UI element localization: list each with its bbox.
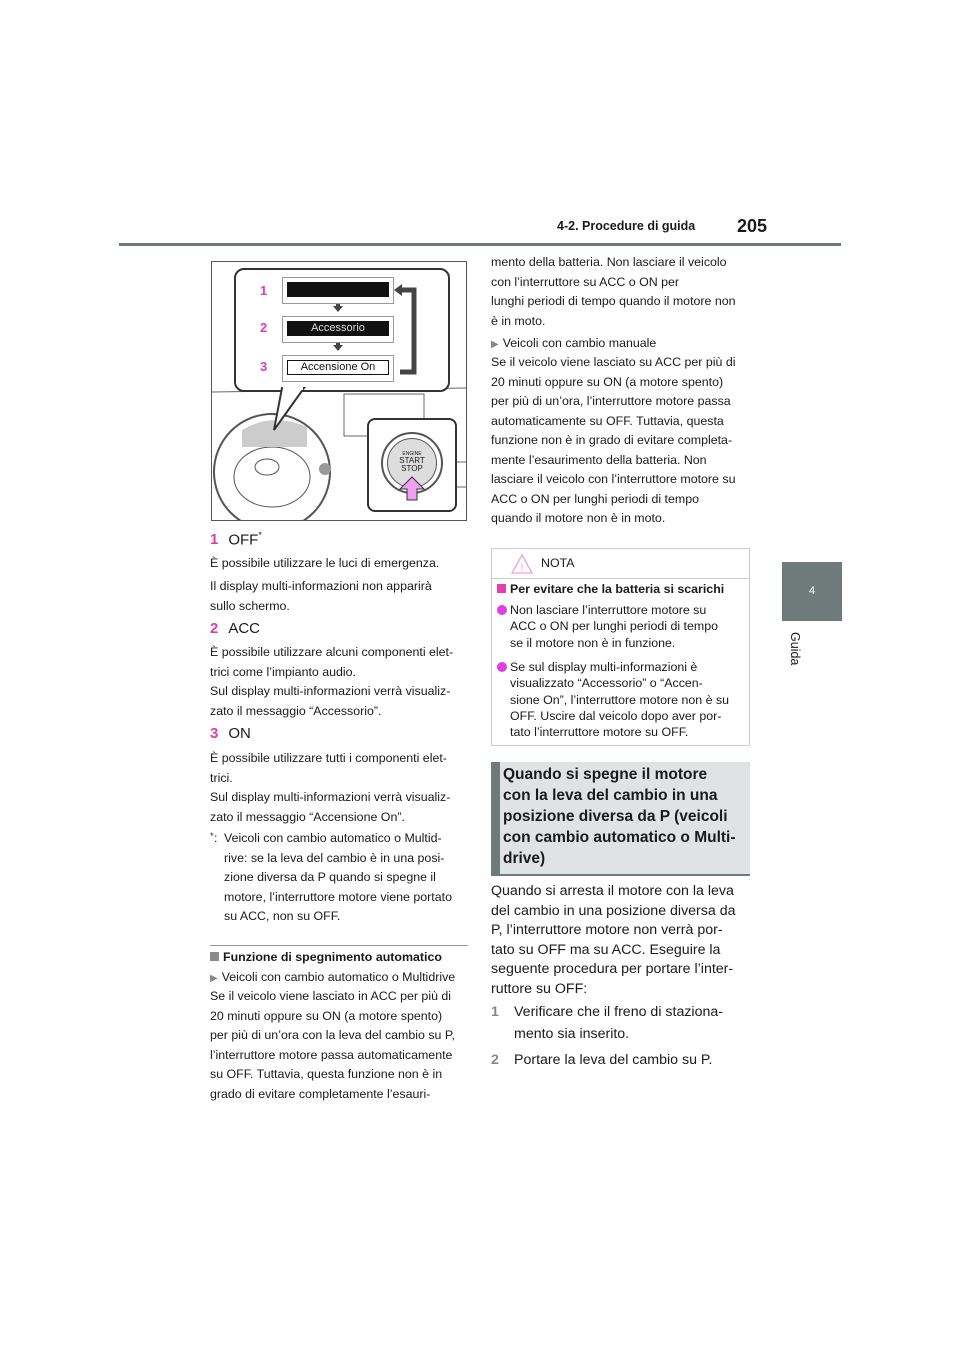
off-text-2: Il display multi-informazioni non apparirà sullo schermo. [210, 579, 432, 613]
nota-title: NOTA [541, 556, 575, 570]
auto-off-title: Funzione di spegnimento automatico [210, 950, 442, 964]
bullet-icon [497, 605, 507, 615]
divider [210, 945, 468, 946]
nota-item: Se sul display multi-informazioni è visualizzato “Accessorio” o “Accen- sione On”, l’interruttore motore non è su OFF. Uscire dal veicolo dopo aver por- tato l’interruttore motore su OFF. [497, 662, 729, 740]
on-text: È possibile utilizzare tutti i componenti elet- trici. Sul display multi-informazioni verrà visualiz- zato il messaggio “Accensione On”. [210, 751, 451, 824]
nota-heading: Per evitare che la batteria si scarichi [497, 582, 724, 596]
off-text: È possibile utilizzare le luci di emergenza. [210, 556, 440, 570]
square-bullet-icon [210, 952, 219, 961]
bullet-icon [497, 662, 507, 672]
nota-item: Non lasciare l’interruttore motore su ACC o ON per lunghi periodi di tempo se il motore non è in funzione. [497, 605, 718, 651]
chapter-tab[interactable]: 4 [782, 562, 842, 621]
manual-sub: ▶ Veicoli con cambio manuale [491, 336, 657, 350]
continued-text: mento della batteria. Non lasciare il veicolo con l’interruttore su ACC o ON per lunghi periodi di tempo quando il motore non è in moto. [491, 255, 736, 328]
item-off: 1 OFF* [210, 530, 262, 549]
intro-text: Quando si arresta il motore con la leva del cambio in una posizione diversa da P, l’interruttore motore non verrà por- tato su OFF ma su ACC. Eseguire la seguente procedura per portare l’inter- ruttore su OFF: [491, 883, 736, 997]
item-acc: 2 ACC [210, 620, 261, 637]
step-2: 2 Portare la leva del cambio su P. [491, 1052, 713, 1068]
manual-page: 4-2. Procedure di guida 205 4 Guida 1 2 3 Accessorio Accensione On ENGINE START STOP 1 OFF* È possibile utilizzare le luci di emergenza. Il display multi-informazioni non apparirà sullo schermo. 2 ACC È possibile utilizzare alcuni componenti elet- trici come l’impianto audio. Sul display multi-informazioni verrà visualiz- zato il messaggio “Accessorio”. 3 ON È possibile utilizzare tutti i componenti elet- trici. Sul display multi-informazioni verrà visualiz- zato il messaggio “Accensione On”. * : Veicoli con cambio automatico o Multid- rive: se la leva del cambio è in una posi- zione diversa da P quando si spegne il motore, l’interruttore motore viene portato su ACC, non su OFF. Funzione di spegnimento automatico ▶ Veicoli con cambio automatico o Multidrive Se il veicolo viene lasciato in ACC per più di 20 minuti oppure su ON (a motore spento) per più di un’ora con la leva del cambio su P, l’interruttore motore passa automaticamente su OFF. Tuttavia, questa funzione non è in grado di evitare completamente l’esauri- mento della batteria. Non lasciare il veicolo con l’interruttore su ACC o ON per lunghi periodi di tempo quando il motore non è in moto. ▶ Veicoli con cambio manuale Se il veicolo viene lasciato su ACC per più di 20 minuti oppure su ON (a motore spento) per più di un’ora, l’interruttore motore passa automaticamente su OFF. Tuttavia, questa funzione non è in grado di evitare completa- mente l’esaurimento della batteria. Non lasciare il veicolo con l’interruttore motore su ACC o ON per lunghi periodi di tempo quando il motore non è in moto. ! NOTA Per evitare che la batteria si scarichi Non lasciare l’interruttore motore su ACC o ON per lunghi periodi di tempo se il motore non è in funzione. Se sul display multi-informazioni è visualizzato “Accessorio” o “Accen- sione On”, l’interruttore motore non è su OFF. Uscire dal veicolo dopo aver por- tato l’interruttore motore su OFF. Quando si spegne il motore con la leva del cambio in una posizione diversa da P (veicoli con cambio automatico o Multi- drive) Quando si arresta il motore con la leva del cambio in una posizione diversa da P, l’interruttore motore non verrà por- tato su OFF ma su ACC. Eseguire la seguente procedura per portare l’inter- ruttore su OFF: 1 Verificare che il freno di staziona- mento sia inserito. 2 Portare la leva del cambio su P. [0, 0, 960, 1358]
button-callout [367, 418, 457, 512]
step-label-1: 1 [260, 283, 268, 298]
triangle-bullet-icon: ▶ [491, 339, 499, 350]
nota-box [491, 548, 750, 746]
auto-off-text: Se il veicolo viene lasciato in ACC per più di 20 minuti oppure su ON (a motore spento) per più di un’ora con la leva del cambio su P, l’interruttore motore passa automaticamente su OFF. Tuttavia, questa funzione non è in grado di evitare completamente l’esauri- [210, 989, 455, 1101]
section-header: 4-2. Procedure di guida [557, 219, 696, 233]
warning-icon [511, 554, 533, 574]
square-bullet-icon [497, 584, 506, 593]
step-label-2: 2 [260, 320, 268, 335]
section-title: Quando si spegne il motore con la leva del cambio in una posizione diversa da P (veicoli con cambio automatico o Multi- drive) [491, 762, 750, 875]
footnote-mark: * [210, 831, 214, 841]
display-off [287, 282, 389, 297]
acc-text: È possibile utilizzare alcuni componenti elet- trici come l’impianto audio. Sul display multi-informazioni verrà visualiz- zato il messaggio “Accessorio”. [210, 645, 454, 718]
display-accessorio: Accessorio [287, 321, 389, 336]
manual-text: Se il veicolo viene lasciato su ACC per più di 20 minuti oppure su ON (a motore spento) per più di un’ora, l’interruttore motore passa automaticamente su OFF. Tuttavia, questa funzione non è in grado di evitare completa- mente l’esaurimento della batteria. Non lasciare il veicolo con l’interruttore motore su ACC o ON per lunghi periodi di tempo quando il motore non è in moto. [491, 355, 736, 525]
header-rule [119, 243, 841, 246]
chapter-label: Guida [788, 632, 802, 666]
press-arrow-icon [399, 476, 425, 502]
step-label-3: 3 [260, 359, 268, 374]
page-number: 205 [737, 216, 768, 236]
svg-text:!: ! [520, 562, 524, 574]
item-on: 3 ON [210, 725, 251, 742]
display-accensione-on: Accensione On [287, 360, 389, 375]
step-1: 1 Verificare che il freno di staziona- mento sia inserito. [491, 1004, 723, 1042]
auto-off-sub: ▶ Veicoli con cambio automatico o Multidrive [210, 970, 456, 984]
ignition-figure [211, 261, 467, 521]
engine-start-stop-button: ENGINE START STOP [387, 438, 437, 488]
triangle-bullet-icon: ▶ [210, 973, 218, 984]
footnote-text: Veicoli con cambio automatico o Multid- rive: se la leva del cambio è in una posi- zione diversa da P quando si spegne il motore, l’interruttore motore viene portato su ACC, non su OFF. [224, 831, 452, 923]
